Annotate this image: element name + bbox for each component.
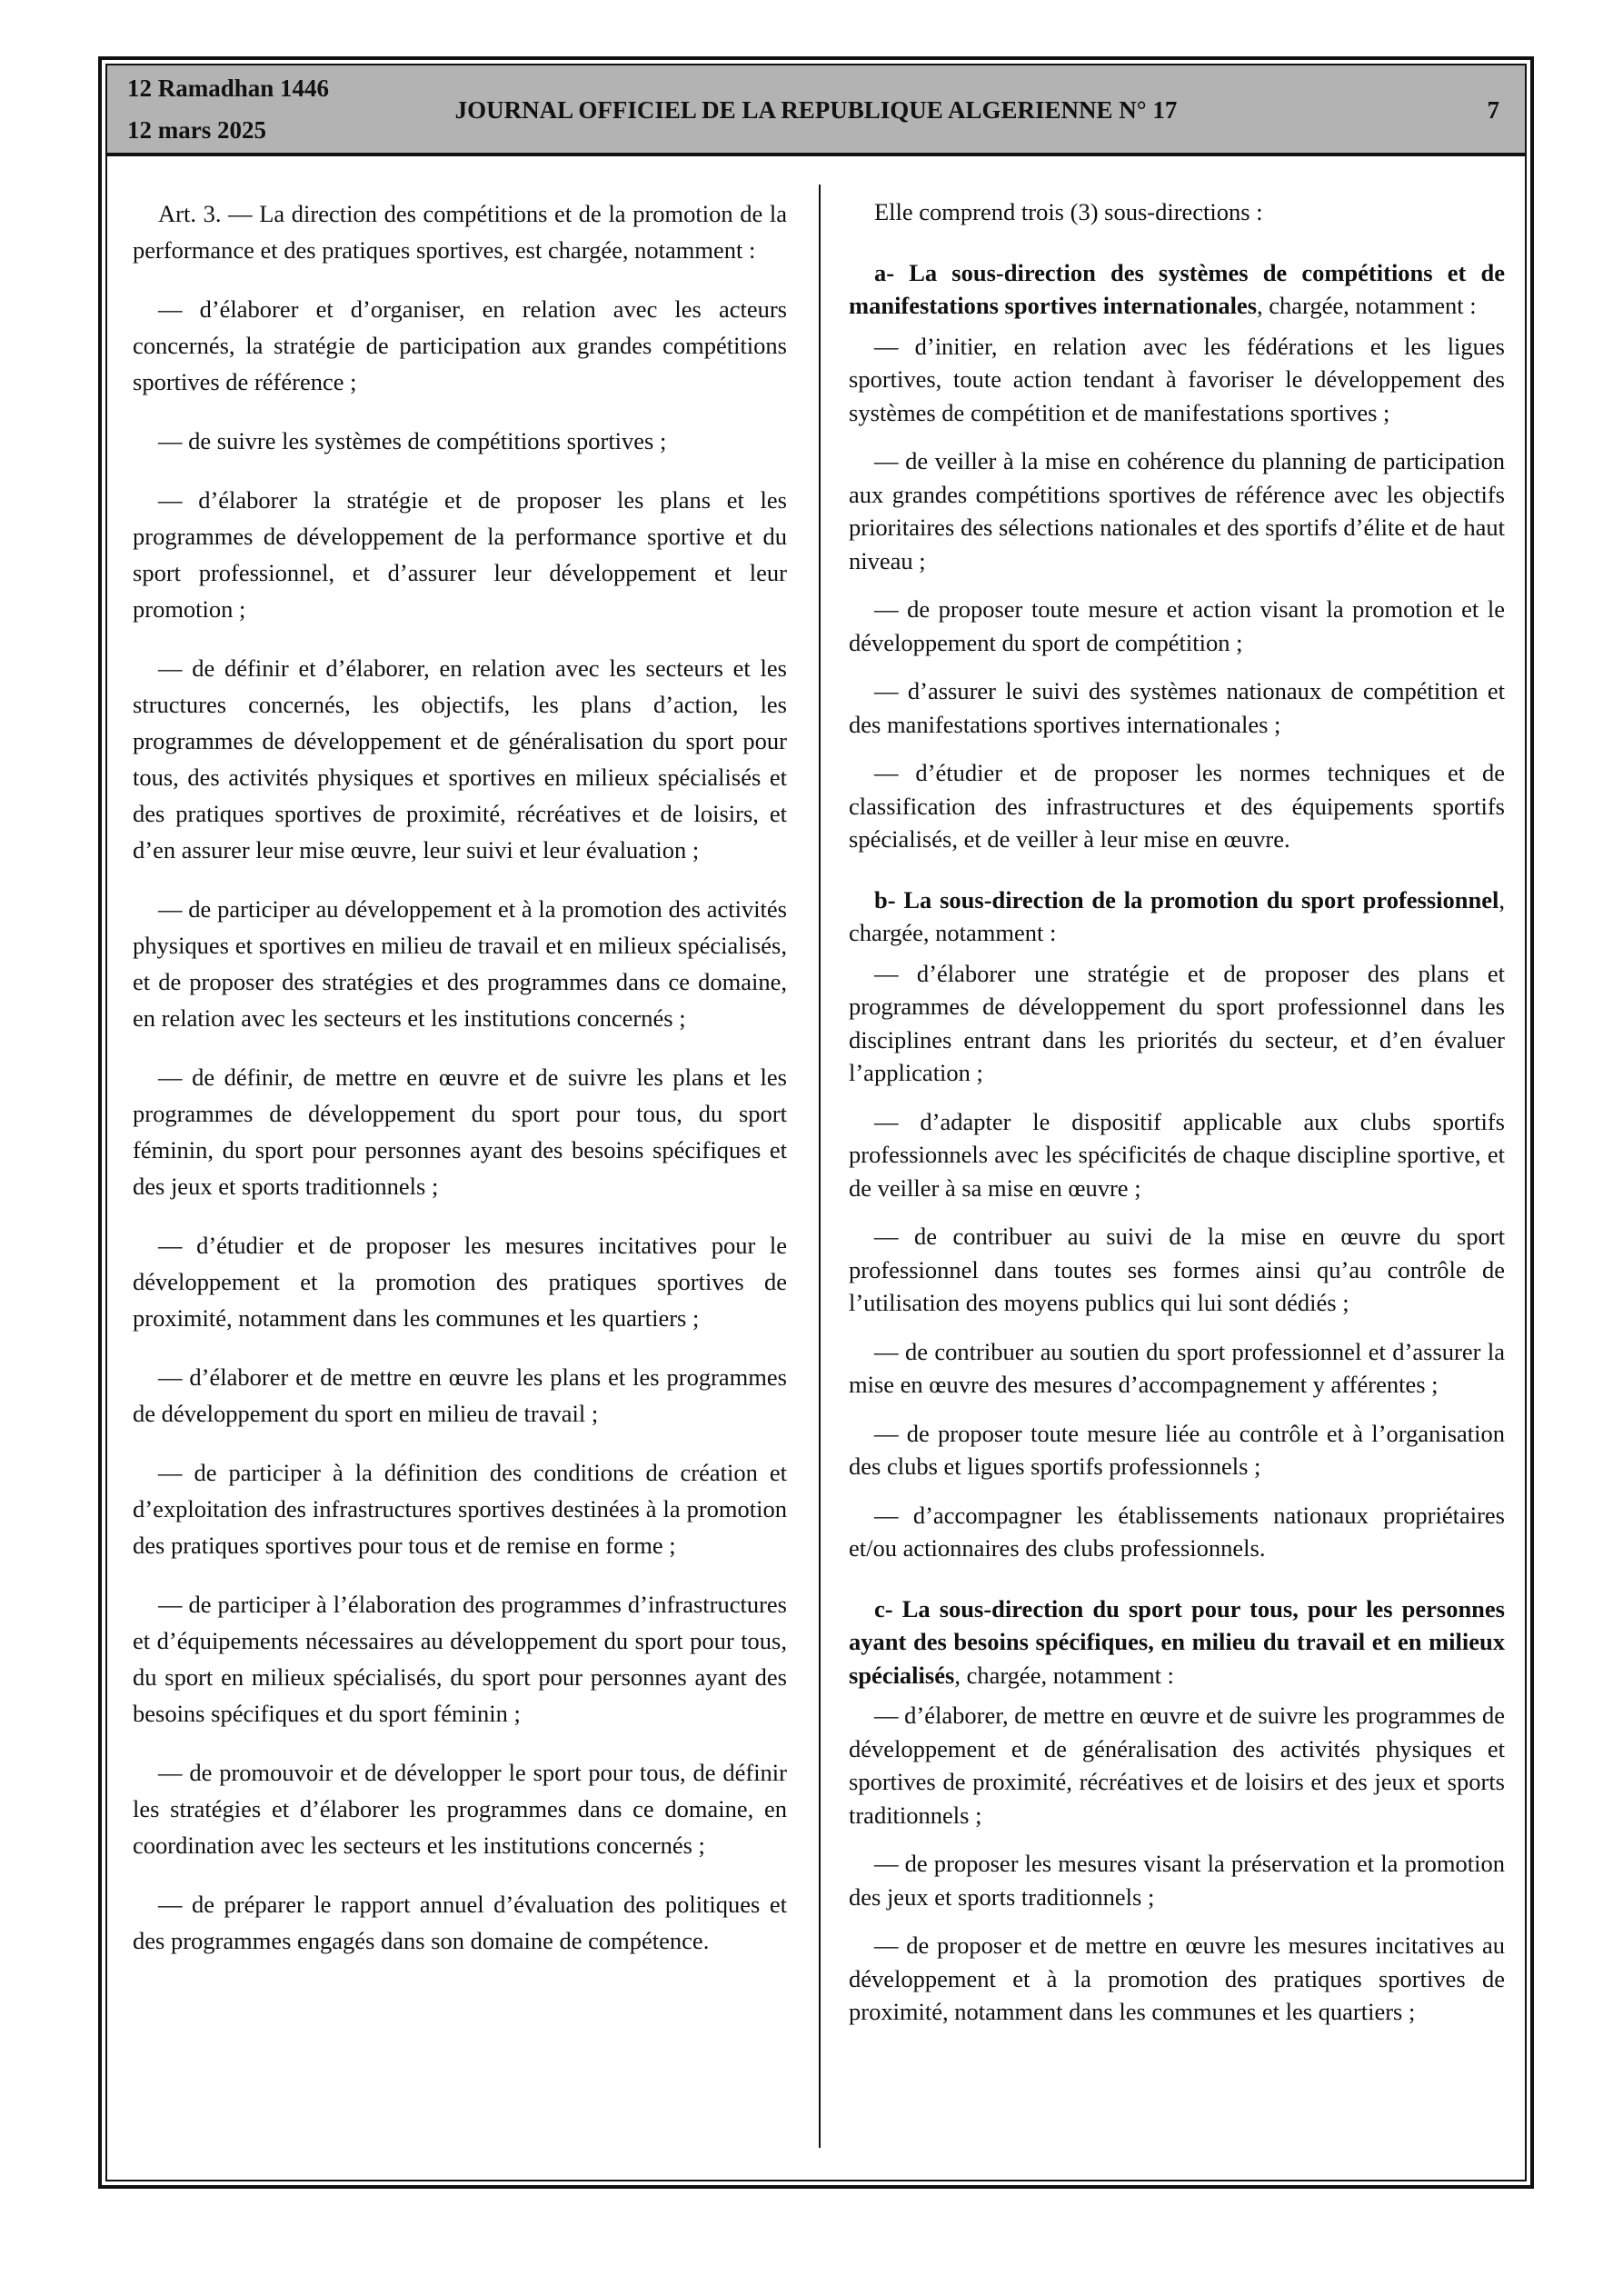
subdirection-task: — de veiller à la mise en cohérence du planning de participation aux grandes compétitions sportives de référence avec les objectifs prioritaires des sélections nationales et des sportifs d’élite et de haut niveau ;: [849, 447, 1505, 574]
article-paragraph: — de participer à la définition des conditions de création et d’exploitation des infrastructures sportives destinées à la promotion des pratiques sportives pour tous et de remise en forme ;: [133, 1459, 787, 1559]
subdirection-title-suffix: , chargée, notamment :: [849, 885, 1505, 946]
subdirection-title-suffix: , chargée, notamment :: [1257, 292, 1477, 319]
subdirection-task: — de proposer et de mettre en œuvre les mesures incitatives au développement et à la promotion des pratiques sportives de proximité, notamment dans les communes et les quartiers ;: [849, 1932, 1505, 2025]
subdirection-heading: [849, 883, 1505, 950]
subdirection-task: — de proposer toute mesure et action visant la promotion et le développement du sport de compétition ;: [849, 595, 1505, 656]
subdirection-task: — d’élaborer une stratégie et de proposer des plans et programmes de développement du sport professionnel dans les disciplines entrant dans les priorités du secteur, et d’en évaluer l’application ;: [849, 959, 1505, 1086]
subdirection-title: a- La sous-direction des systèmes de compétitions et de manifestations sportives internationales: [849, 258, 1505, 319]
subdirection-task: — de proposer les mesures visant la préservation et la promotion des jeux et sports traditionnels ;: [849, 1850, 1505, 1911]
article-paragraph: — de promouvoir et de développer le sport pour tous, de définir les stratégies et d’élaborer les programmes dans ce domaine, en coordination avec les secteurs et les institutions concernés ;: [133, 1759, 787, 1859]
article-paragraph: Art. 3. — La direction des compétitions et de la promotion de la performance et des pratiques sportives, est chargée, notamment :: [133, 200, 787, 264]
subdirection-title-suffix: , chargée, notamment :: [954, 1661, 1174, 1689]
subdirection-task: — d’initier, en relation avec les fédérations et les ligues sportives, toute action tendant à favoriser le développement des systèmes de compétition et de manifestations sportives ;: [849, 332, 1505, 426]
subdirection-title: b- La sous-direction de la promotion du sport professionnel: [874, 885, 1499, 913]
page-number: 7: [1487, 96, 1499, 124]
subdirection-task: — de contribuer au suivi de la mise en œuvre du sport professionnel dans toutes ses formes ainsi qu’au contrôle de l’utilisation des moyens publics qui lui sont dédiés ;: [849, 1223, 1505, 1316]
article-paragraph: — d’élaborer et d’organiser, en relation avec les acteurs concernés, la stratégie de participation aux grandes compétitions sportives de référence ;: [133, 295, 787, 395]
subdirection-task: — d’assurer le suivi des systèmes nationaux de compétition et des manifestations sportives internationales ;: [849, 677, 1505, 738]
article-paragraph: — d’étudier et de proposer les mesures incitatives pour le développement et la promotion des pratiques sportives de proximité, notamment dans les communes et les quartiers ;: [133, 1232, 787, 1332]
right-column: [849, 195, 1505, 2044]
article-paragraph: — d’élaborer et de mettre en œuvre les plans et les programmes de développement du sport en milieu de travail ;: [133, 1363, 787, 1427]
subdirection-heading: [849, 1592, 1505, 1692]
gregorian-date: 12 mars 2025: [127, 116, 266, 144]
subdirections-intro: Elle comprend trois (3) sous-directions :: [874, 198, 1263, 225]
subdirection-heading: [849, 256, 1505, 323]
journal-title: JOURNAL OFFICIEL DE LA REPUBLIQUE ALGERIENNE N° 17: [454, 96, 1178, 124]
subdirection-task: — d’élaborer, de mettre en œuvre et de suivre les programmes de développement et de généralisation des activités physiques et sportives de proximité, récréatives et de loisirs et des jeux et sports traditionnels ;: [849, 1702, 1505, 1829]
article-paragraph: — de participer au développement et à la promotion des activités physiques et sportives en milieu de travail et en milieux spécialisés, et de proposer des stratégies et des programmes dans ce domaine, en relation avec les secteurs et les institutions concernés ;: [133, 895, 787, 1032]
hijri-date: 12 Ramadhan 1446: [127, 75, 330, 102]
subdirection-task: — de proposer toute mesure liée au contrôle et à l’organisation des clubs et ligues sportifs professionnels ;: [849, 1419, 1505, 1480]
subdirection-task: — d’adapter le dispositif applicable aux clubs sportifs professionnels avec les spécificités de chaque discipline sportive, et de veiller à sa mise en œuvre ;: [849, 1107, 1505, 1202]
article-paragraph: — de définir et d’élaborer, en relation avec les secteurs et les structures concernés, les objectifs, les plans d’action, les programmes de développement et de généralisation du sport pour tous, des activités physiques et sportives en milieux spécialisés et des pratiques sportives de proximité, récréatives et de loisirs, et d’en assurer leur mise œuvre, leur suivi et leur évaluation ;: [133, 654, 787, 863]
article-paragraph: — de suivre les systèmes de compétitions sportives ;: [158, 427, 667, 454]
column-divider: [819, 185, 821, 2148]
article-paragraph: — de préparer le rapport annuel d’évaluation des politiques et des programmes engagés dans son domaine de compétence.: [133, 1891, 787, 1954]
article-paragraph: — de définir, de mettre en œuvre et de suivre les plans et les programmes de développement du sport pour tous, du sport féminin, du sport pour personnes ayant des besoins spécifiques et des jeux et sports traditionnels ;: [133, 1063, 787, 1200]
left-column: [133, 195, 787, 1982]
subdirection-task: — d’étudier et de proposer les normes techniques et de classification des infrastructures et des équipements sportifs spécialisés, et de veiller à leur mise en œuvre.: [849, 759, 1505, 853]
subdirection-task: — d’accompagner les établissements nationaux propriétaires et/ou actionnaires des clubs professionnels.: [849, 1501, 1505, 1562]
journal-header: [107, 65, 1525, 156]
subdirection-title: c- La sous-direction du sport pour tous, pour les personnes ayant des besoins spécifiques, en milieu du travail et en milieux spécialisés: [849, 1594, 1505, 1689]
article-paragraph: — d’élaborer la stratégie et de proposer les plans et les programmes de développement de la performance sportive et du sport professionnel, et d’assurer leur développement et leur promotion ;: [133, 486, 787, 623]
subdirection-task: — de contribuer au soutien du sport professionnel et d’assurer la mise en œuvre des mesures d’accompagnement y afférentes ;: [849, 1337, 1505, 1398]
article-paragraph: — de participer à l’élaboration des programmes d’infrastructures et d’équipements nécessaires au développement du sport pour tous, du sport en milieux spécialisés, du sport pour personnes ayant des besoins spécifiques et du sport féminin ;: [133, 1591, 787, 1727]
